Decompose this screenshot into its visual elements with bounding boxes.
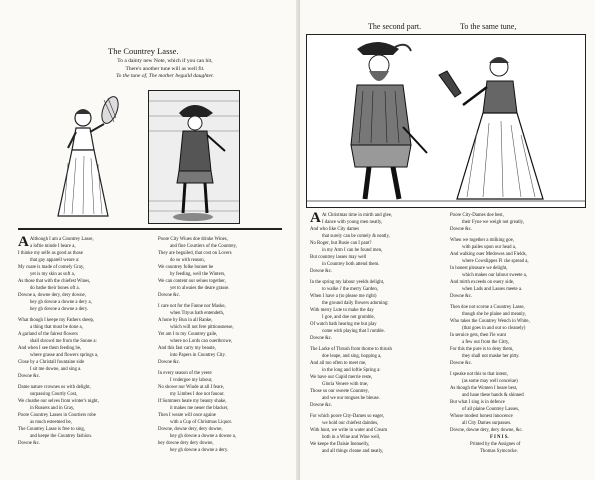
verse-line: shall shrowd me from the Sunne a: <box>30 339 97 344</box>
verse-line: a few out from the Citty, <box>462 340 510 345</box>
verse-line: yet is my skin as soft a, <box>30 272 75 277</box>
verse-line: and fine Courtiers of the Countrey, <box>170 244 237 249</box>
verse-line: both in a Wine and Wine well, <box>322 435 381 440</box>
verse-line: I sit me downe, and sing a. <box>30 367 82 372</box>
verse-line: They are beguiled, that cost on Lovers <box>158 251 232 256</box>
right-column-2 <box>450 212 585 455</box>
verse-line: I thinke my selfe as good as those <box>18 251 83 256</box>
verse-line: a thing that must be done a, <box>30 325 83 330</box>
verse-line: and haue these hands & shinned <box>462 393 524 398</box>
verse-line: hey gh downe a downe a dery. <box>170 448 229 453</box>
verse-line: Yet am I to my Countrey gaile, <box>158 332 218 337</box>
verse-line: And this fast carry my beaute, <box>158 346 216 351</box>
verse-line: Downe &c. <box>158 293 181 298</box>
verse-line: Poore Countrey Lasses in Courtiers robe <box>18 413 96 418</box>
verse-line: For this the pure is to deny them, <box>450 347 514 352</box>
woodcut-man-and-woman <box>306 34 586 208</box>
verse-line: my Limbes I doe not fauour. <box>170 392 225 397</box>
verse-line: Downe &c. <box>450 361 473 366</box>
verse-line: Then I weare will once againe <box>158 413 216 418</box>
verse-line: In the spring my labour yeelds delight, <box>310 280 385 285</box>
headnote <box>60 58 270 81</box>
finis: F I N I S. <box>490 435 509 440</box>
verse-line: A garland of the fairest flowers <box>18 332 78 337</box>
verse-line: And when I see them feeding be, <box>18 346 82 351</box>
verse-line: Downe &c. <box>18 441 41 446</box>
verse-line: The Countrey Lasse is free to sing, <box>18 427 86 432</box>
verse-line: In honest pleasure we delight, <box>450 266 508 271</box>
verse-line: As though the Women I heare best, <box>450 386 518 391</box>
verse-line: I speake not this to that intent, <box>450 372 508 377</box>
verse-line: In seruice gets, then I'le want <box>450 333 507 338</box>
verse-line: A hone by Bun in all Ranke, <box>158 318 213 323</box>
verse-line: Of watch bath hearing me but play <box>310 322 377 327</box>
verse-line: doe leape, and sing, hopping a, <box>322 354 382 359</box>
headnote-line-1: To a dainty new Note, which if you can hit, <box>117 58 213 64</box>
verse-line: Close by a Christall fountaine side <box>18 360 85 365</box>
headnote-line-3: To the tune of, The mother beguild daughter. <box>116 73 214 79</box>
verse-line: My coate is made of comely Gray, <box>18 265 85 270</box>
verse-line: where Cowslippes Fl cke spread a, <box>462 259 529 264</box>
verse-line: they shall not maske her pitty. <box>462 354 520 359</box>
verse-line: hey gh downe a downe a dery a, <box>30 300 92 305</box>
verse-line: When we together a milking goe, <box>450 238 514 243</box>
verse-line: with a Cup of Christmas Liquor. <box>170 420 233 425</box>
verse-line: Downe &c. <box>450 294 473 299</box>
verse-line: The Larke of Thrush from thorne to thrush <box>310 347 392 352</box>
verse-line: We have our Cupid merrie reste, <box>310 375 373 380</box>
verse-line: Downe &c. <box>18 374 41 379</box>
left-column-2 <box>158 236 286 454</box>
verse-line: If Summers heate my beauty shake, <box>158 399 227 404</box>
verse-line: hey downe dery dery downe, <box>158 441 214 446</box>
verse-line: hey gh downe a downe a dery. <box>30 307 89 312</box>
verse-line: (as some may well conceiue) <box>462 379 518 384</box>
verse-line: all City Dames surpasses. <box>462 421 512 426</box>
verse-line: which makes our labour sweete a, <box>462 273 528 278</box>
verse-line: What though I keepe my Fathers sheep, <box>18 318 95 323</box>
verse-line: We countrey folke bonnet be <box>158 265 214 270</box>
verse-line: and keepe the Countrey fashion. <box>30 434 92 439</box>
verse-line: come with playing that I rumble. <box>322 329 385 334</box>
verse-line: by feeding, well the Winters, <box>170 272 226 277</box>
verse-line: Downe &c. <box>310 336 333 341</box>
verse-line: though she be plaine and meanly, <box>462 312 526 317</box>
verse-line: in the long and loftie Spring a: <box>322 368 381 373</box>
verse-line: Downe, downe dery, dery downe, <box>158 427 223 432</box>
verse-line: We cloathe our selves from winter's night, <box>18 399 99 404</box>
verse-line: No showe nor Wiude at all I feare, <box>158 385 225 390</box>
verse-line: Those so our sweete Countrey, <box>310 389 369 394</box>
verse-line: hey gh downe a downe a downe a, <box>170 434 237 439</box>
verse-line: Downe &c. <box>158 360 181 365</box>
right-page <box>300 0 595 480</box>
verse-line: I goe, and doe not grumble, <box>322 315 375 320</box>
verse-line: I dance with young men neatly, <box>322 220 383 225</box>
verse-line: Downe &c. <box>450 227 473 232</box>
verse-line: As those that with the chiefest Wines, <box>18 279 91 284</box>
verse-line: No Roger, but Busie can I pant? <box>310 241 372 246</box>
verse-line: we hold our chiefest dainties, <box>322 421 379 426</box>
verse-line: in Countrey both attend them. <box>322 262 380 267</box>
verse-line: A At Christmas time in mirth and glee, <box>310 210 393 226</box>
verse-line: with pailes upon our head a, <box>462 245 517 250</box>
verse-line: their Fyne we weigh not greatly, <box>462 220 525 225</box>
second-part-title: The second part. <box>368 22 422 31</box>
verse-line: the ground daily flowers adorning: <box>322 301 389 306</box>
verse-line: surpassing Courtly Cost, <box>30 392 78 397</box>
verse-line: Downe &c. <box>310 403 333 408</box>
verse-line: We can content our selues together, <box>158 279 226 284</box>
printer-name: Thomas Symcocke. <box>480 449 518 454</box>
verse-line: Downe a, downe dery, dery downe, <box>18 293 86 298</box>
verse-line: I care not for the Fanne nor Maske, <box>158 304 226 309</box>
verse-line: that surely can be comely & neatly, <box>322 234 390 239</box>
verse-line: Poore City-Dames doe best, <box>450 213 504 218</box>
verse-line: But what I sing is in defence <box>450 400 505 405</box>
verse-line: do so with reason, <box>170 258 205 263</box>
left-column-1 <box>18 236 146 447</box>
verse-line: And mirth exceeds on euery side, <box>450 280 515 285</box>
verse-line: And walking ouer Medowes and Fields, <box>450 252 527 257</box>
verse-line: in my Arm I can be found men, <box>322 248 383 253</box>
verse-line: when Tityus hath entendeth, <box>170 311 225 316</box>
printer-line: Printed by the Assignes of <box>470 442 521 447</box>
verse-line: that gay apparell weare a: <box>30 258 80 263</box>
verse-line: And who like City dames <box>310 227 360 232</box>
verse-line: Downe, downe dery, dery downe, &c. <box>450 428 523 433</box>
ballad-title: The Countrey Lasse. <box>108 46 179 56</box>
tune-note: To the same tune, <box>460 22 517 31</box>
verse-line: when Lads and Lasses meete a. <box>462 287 523 292</box>
verse-line: Dame nature crownes us with delight, <box>18 385 91 390</box>
verse-line: (that goes in and out so cleanely) <box>462 326 526 331</box>
verse-line: In every season of the yeere <box>158 371 212 376</box>
verse-line: Then doe not scorne a Countrey Lasse, <box>450 305 525 310</box>
verse-line: But countrey lasses may well <box>310 255 367 260</box>
verse-line: I vndergoe my labour, <box>170 378 213 383</box>
verse-line: Gloria Venere with true, <box>322 382 369 387</box>
headnote-line-2: There's another tune will as well fit. <box>125 65 205 72</box>
verse-line: a loftie minde I beare a, <box>30 244 76 249</box>
verse-line: A Although I am a Countrey Lasse, <box>18 234 94 250</box>
verse-line: Whose modest honest innocence <box>450 414 513 419</box>
verse-line: Poore City Wiues doe drinke Wines, <box>158 237 228 242</box>
woodcut-country-lass <box>38 88 138 220</box>
verse-line: Downe &c. <box>310 269 333 274</box>
verse-line: do bathe their bones oft a. <box>30 286 80 291</box>
verse-line: where no Lords can ouerthrowe, <box>170 339 233 344</box>
verse-line: And all too often to meet me, <box>310 361 367 366</box>
verse-line: and we our tongues be bleuse. <box>322 396 380 401</box>
verse-line: With hunt, we write in water and Cream <box>310 428 388 433</box>
divider <box>18 228 282 230</box>
verse-line: it makes me neuer the blacker, <box>170 406 229 411</box>
verse-line: as much esteemed be, <box>30 420 72 425</box>
verse-line: where grasse and flowers springs a, <box>30 353 99 358</box>
verse-line: of all plaine Countrey Lasses, <box>462 407 520 412</box>
verse-line: For which poore City-Dames so eager, <box>310 414 385 419</box>
verse-line: and all things cleane and neatly, <box>322 449 384 454</box>
verse-line: which will not fere pittiousnesse, <box>170 325 234 330</box>
right-column-1 <box>310 212 440 455</box>
verse-line: into Papers in Countrey City. <box>170 353 226 358</box>
verse-line: We keepe the Daisie Inenuelly, <box>310 442 370 447</box>
verse-line: When I have a (to please me right) <box>310 294 377 299</box>
verse-line: to walke i' the merry Garden, <box>322 287 379 292</box>
verse-line: With merry Lute to make the day <box>310 308 374 313</box>
verse-line: yet to alwaies the deare grasse. <box>170 286 230 291</box>
woodcut-gentleman <box>148 90 240 224</box>
verse-line: in Russets and in Gray, <box>30 406 75 411</box>
verse-line: Who takes the Countrey Wench in White, <box>450 319 530 324</box>
